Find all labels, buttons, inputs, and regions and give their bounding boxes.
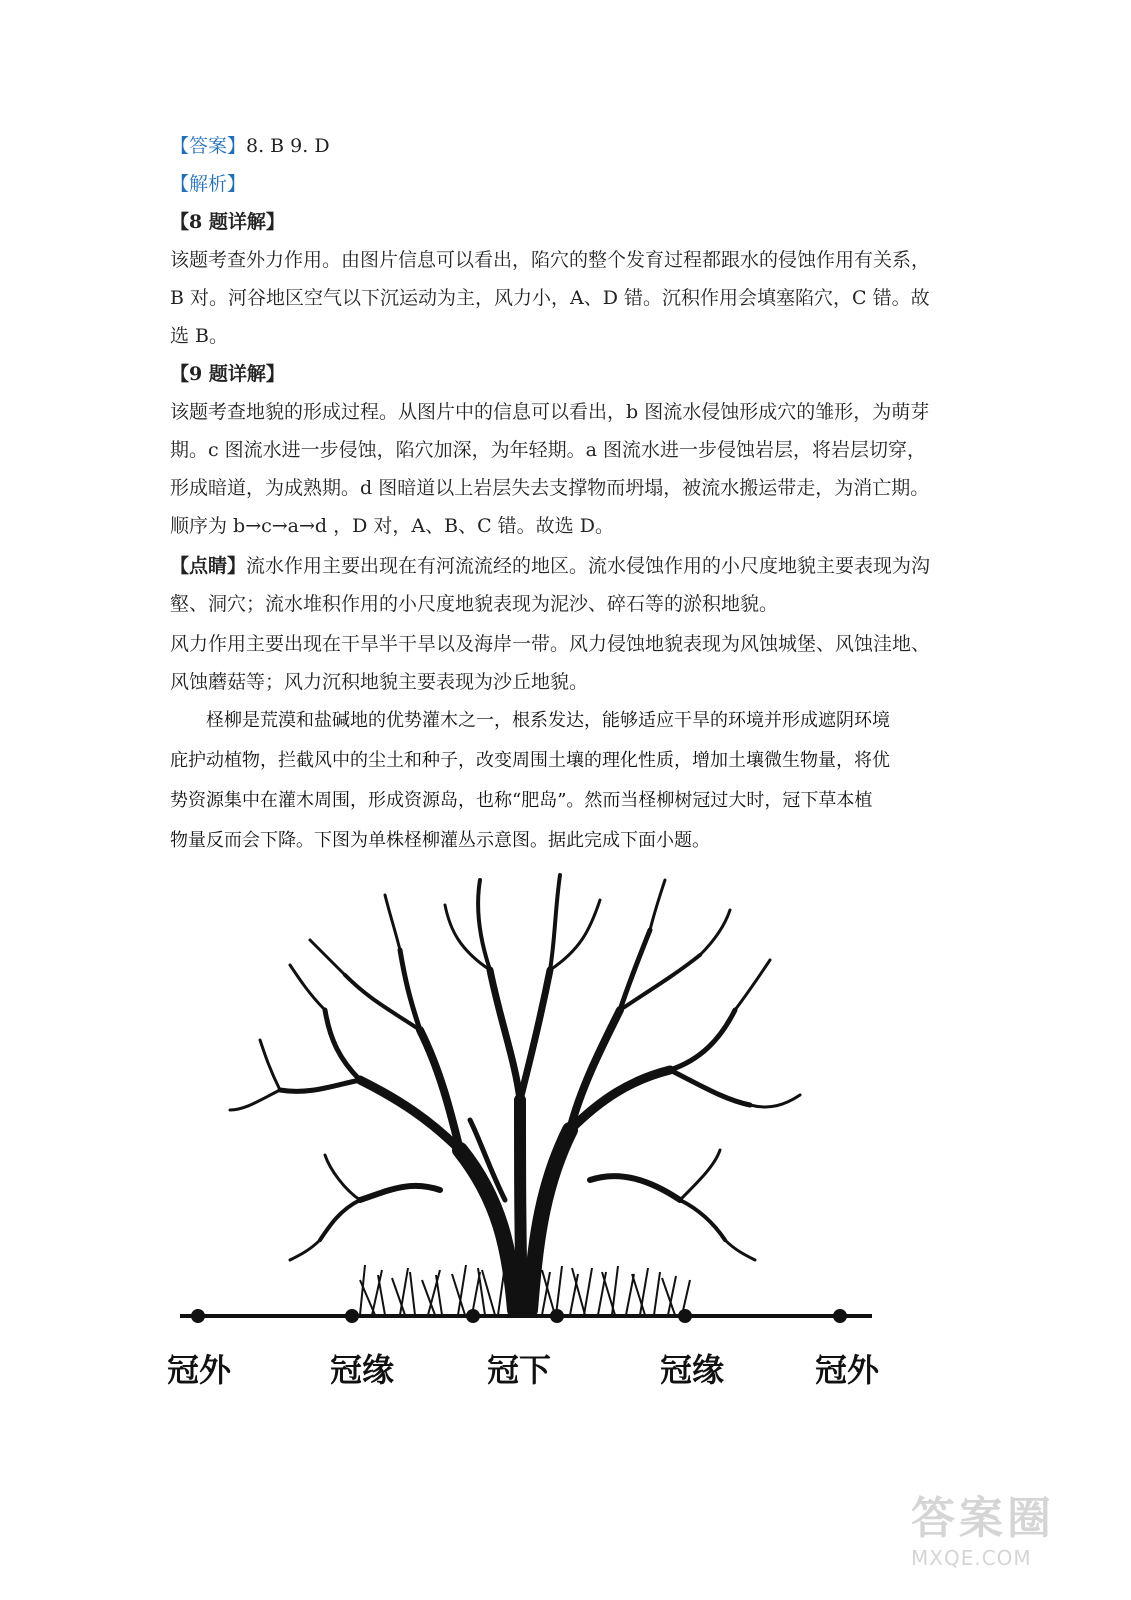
passage-line-4: 物量反而会下降。下图为单株柽柳灌丛示意图。据此完成下面小题。 xyxy=(170,830,710,851)
q9-line-2: 期。c 图流水进一步侵蚀，陷穴加深，为年轻期。a 图流水进一步侵蚀岩层，将岩层切穿， xyxy=(170,439,927,461)
watermark-top: 答案圈 xyxy=(911,1493,1055,1544)
tamarisk-shrub-figure xyxy=(160,870,900,1410)
answer-tag: 【答案】 xyxy=(170,135,247,157)
passage-line-2: 庇护动植物，拦截风中的尘土和种子，改变周围土壤的理化性质，增加土壤微生物量，将优 xyxy=(170,750,890,771)
label-canopy-edge-right: 冠缘 xyxy=(660,1351,725,1389)
tip-line-1 xyxy=(170,547,960,585)
q9-line-3: 形成暗道，为成熟期。d 图暗道以上岩层失去支撑物而坍塌，被流水搬运带走，为消亡期。 xyxy=(170,477,930,499)
tip-line-4: 风蚀蘑菇等；风力沉积地貌主要表现为沙丘地貌。 xyxy=(170,671,589,693)
passage xyxy=(170,701,960,861)
tip-text-1: 流水作用主要出现在有河流流经的地区。流水侵蚀作用的小尺度地貌主要表现为沟 xyxy=(246,555,931,577)
q8-heading: 【8 题详解】 xyxy=(170,211,285,233)
tip-line-3: 风力作用主要出现在干旱半干旱以及海岸一带。风力侵蚀地貌表现为风蚀城堡、风蚀洼地、 xyxy=(170,633,931,655)
answer-line xyxy=(170,127,960,165)
point-canopy-outside-left xyxy=(191,1309,205,1323)
analysis-tag: 【解析】 xyxy=(170,173,247,195)
watermark-bottom: MXQE.COM xyxy=(911,1546,1032,1570)
tree-canopy-illustration xyxy=(230,875,800,1310)
q9-line-1: 该题考查地貌的形成过程。从图片中的信息可以看出，b 图流水侵蚀形成穴的雏形，为萌芽 xyxy=(170,401,930,423)
point-under-canopy-right xyxy=(550,1309,564,1323)
label-canopy-edge-left: 冠缘 xyxy=(330,1351,395,1389)
answer-text: 8. B 9. D xyxy=(246,135,330,157)
tip-tag: 【点睛】 xyxy=(170,555,247,577)
q8-line-2: B 对。河谷地区空气以下沉运动为主，风力小，A、D 错。沉积作用会填塞陷穴，C 错。故 xyxy=(170,287,930,309)
watermark-logo xyxy=(911,1482,1111,1582)
passage-line-1: 柽柳是荒漠和盐碱地的优势灌木之一，根系发达，能够适应干旱的环境并形成遮阴环境 xyxy=(206,710,890,731)
point-canopy-outside-right xyxy=(833,1309,847,1323)
point-canopy-edge-left xyxy=(345,1309,359,1323)
label-under-canopy: 冠下 xyxy=(487,1351,552,1389)
passage-line-3: 势资源集中在灌木周围，形成资源岛，也称“肥岛”。然而当柽柳树冠过大时，冠下草本植 xyxy=(170,790,873,811)
analysis-line xyxy=(170,165,960,203)
label-canopy-outside-right: 冠外 xyxy=(815,1351,880,1389)
q8-line-1: 该题考查外力作用。由图片信息可以看出，陷穴的整个发育过程都跟水的侵蚀作用有关系， xyxy=(170,249,931,271)
q9-heading: 【9 题详解】 xyxy=(170,363,285,385)
tip-line-2: 壑、洞穴；流水堆积作用的小尺度地貌表现为泥沙、碎石等的淤积地貌。 xyxy=(170,593,779,615)
point-canopy-edge-right xyxy=(678,1309,692,1323)
q8-line-3: 选 B。 xyxy=(170,325,229,347)
q9-line-4: 顺序为 b→c→a→d ，D 对，A、B、C 错。故选 D。 xyxy=(170,515,614,537)
label-canopy-outside-left: 冠外 xyxy=(167,1351,232,1389)
point-under-canopy-left xyxy=(466,1309,480,1323)
